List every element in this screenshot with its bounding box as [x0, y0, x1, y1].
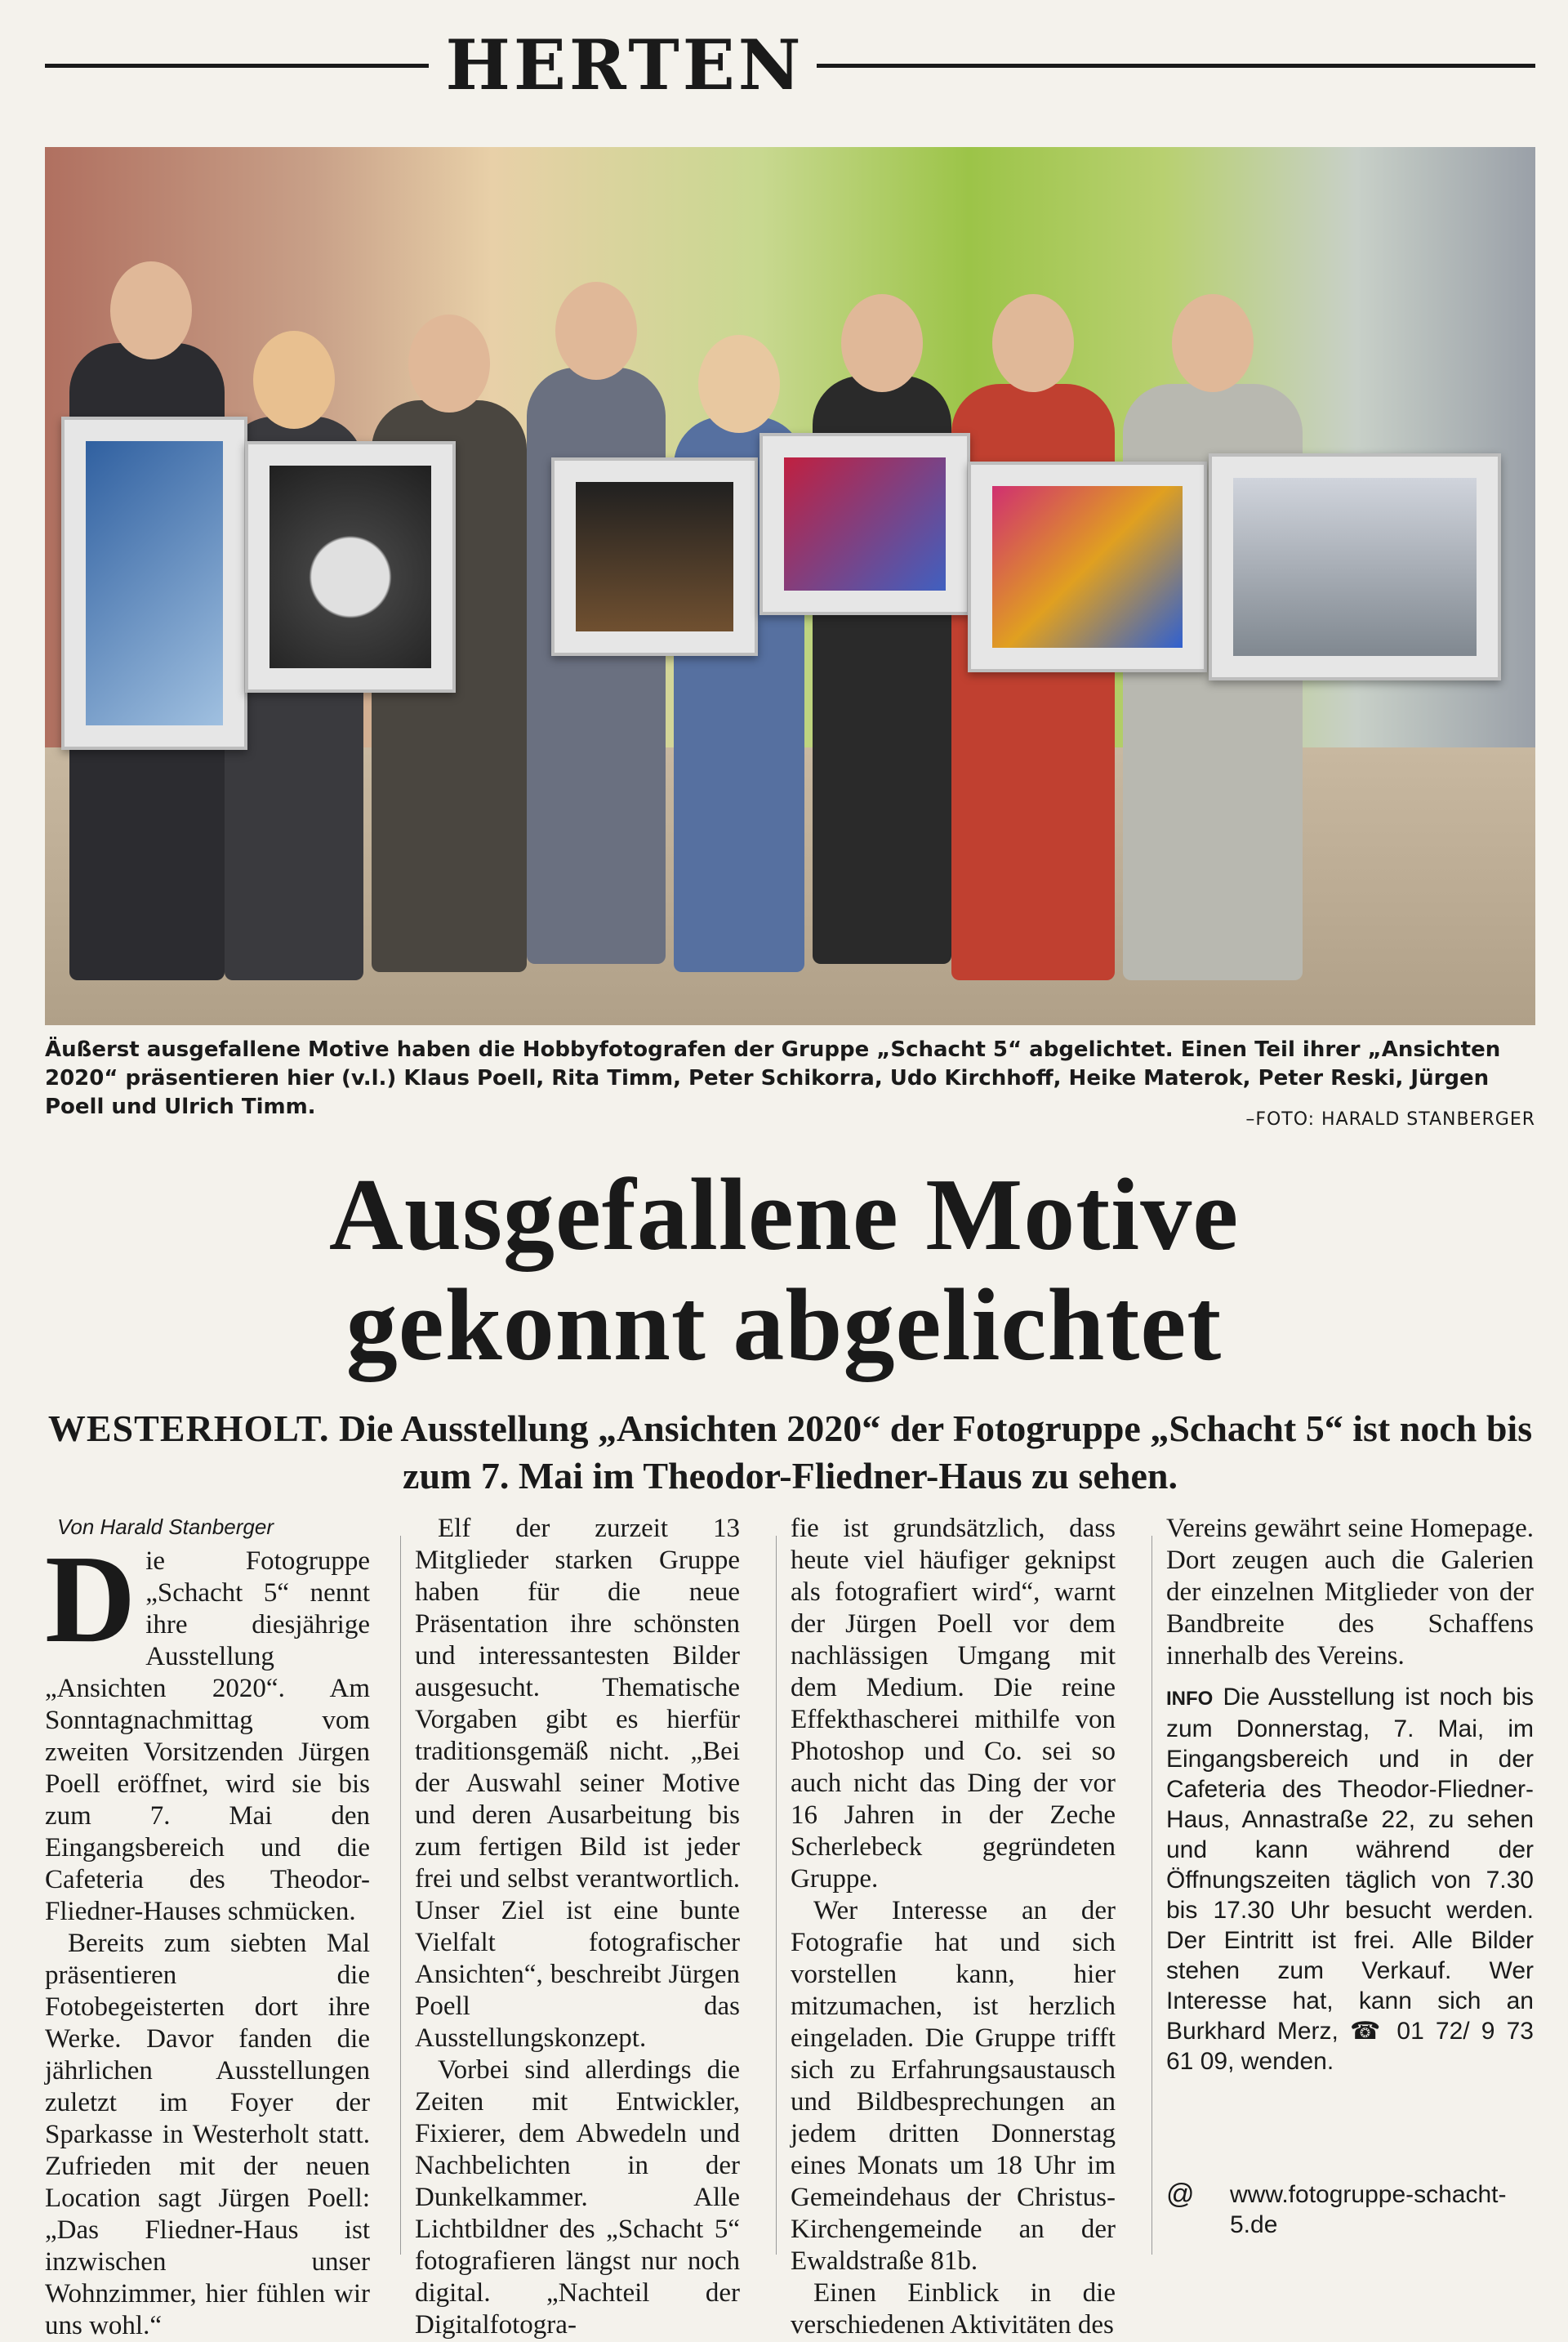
framed-photo-3	[551, 457, 758, 656]
framed-photo-2	[245, 441, 456, 693]
website-link[interactable]: www.fotogruppe-schacht-5.de	[1230, 2181, 1507, 2238]
header-rule-right	[817, 64, 1535, 68]
dateline: WESTERHOLT.	[47, 1407, 330, 1449]
article-column-2	[415, 1513, 740, 2341]
headline-line-1: Ausgefallene Motive	[328, 1158, 1240, 1272]
phone-icon: ☎	[1350, 2017, 1386, 2045]
framed-photo-1-image	[86, 441, 223, 725]
info-tag: INFO	[1166, 1688, 1214, 1710]
paragraph: Elf der zurzeit 13 Mitglieder starken Gruppe haben für die neue Präsentation ihre schönsten und interessantesten Bilder ausgesucht. Thematische Vorgaben gibt es hierfür traditionsgemäß nicht. „Bei der Auswahl seiner Motive und deren Ausarbeitung bis zum fertigen Bild ist jeder frei und selbst verantwortlich. Unser Ziel ist eine bunte Vielfalt fotografischer Ansichten“, beschreibt Jürgen Poell das Ausstellungskonzept.	[415, 1514, 740, 2053]
byline: Von Harald Stanberger	[57, 1514, 274, 1539]
person-5-head	[698, 335, 780, 433]
framed-photo-6	[1209, 453, 1501, 680]
headline	[98, 1160, 1470, 1381]
subheadline	[45, 1405, 1535, 1500]
info-text: Die Ausstellung ist noch bis zum Donnerstag, 7. Mai, im Eingangsbereich und in der Cafeteria des Theodor-Fliedner-Haus, Annastraße 22, zu sehen und kann während der Öffnungszeiten täglich von 7.30 bis 17.30 Uhr besucht werden. Der Eintritt ist frei. Alle Bilder stehen zum Verkauf. Wer Interesse hat, kann sich an Burkhard Merz,	[1166, 1684, 1535, 2045]
paragraph: Bereits zum siebten Mal präsentieren die Fotobegeisterten dort ihre Werke. Davor fanden die jährlichen Ausstellungen zuletzt im Foyer der Sparkasse in Westerholt statt. Zufrieden mit der neuen Location sagt Jürgen Poell: „Das Fliedner-Haus ist inzwischen unser Wohnzimmer, hier fühlen wir uns wohl.“	[45, 1929, 370, 2340]
person-7-head	[992, 294, 1074, 392]
framed-photo-1	[61, 417, 247, 750]
person-6-head	[841, 294, 923, 392]
person-8-head	[1172, 294, 1254, 392]
person-1-head	[110, 261, 192, 359]
framed-photo-5	[968, 462, 1207, 672]
section-title: HERTEN	[445, 25, 804, 105]
subheadline-text: Die Ausstellung „Ansichten 2020“ der Fotogruppe „Schacht 5“ ist noch bis zum 7. Mai im Theodor-Fliedner-Haus zu sehen.	[339, 1407, 1533, 1497]
paragraph: Einen Einblick in die verschiedenen Aktivitäten des	[791, 2278, 1116, 2340]
person-4-head	[555, 282, 637, 380]
drop-cap: D	[45, 1530, 136, 1669]
framed-photo-4	[760, 433, 970, 615]
photo-credit: –FOTO: HARALD STANBERGER	[1245, 1109, 1535, 1130]
section-header	[45, 25, 1535, 105]
paragraph: Vereins gewährt seine Homepage. Dort zeugen auch die Galerien der einzelnen Mitglieder von der Bandbreite des Schaffens innerhalb des Vereins.	[1166, 1514, 1534, 1671]
article-column-3	[791, 1513, 1116, 2341]
paragraph: Wer Interesse an der Fotografie hat und sich vorstellen kann, hier mitzumachen, ist herzlich eingeladen. Die Gruppe trifft sich zu Erfahrungsaustausch und Bildbesprechungen an jedem dritten Donnerstag eines Monats um 18 Uhr im Gemeindehaus der Christus-Kirchengemeinde an der Ewaldstraße 81b.	[791, 1896, 1116, 2276]
framed-photo-6-image	[1233, 478, 1477, 656]
framed-photo-4-image	[784, 457, 946, 591]
column-divider	[776, 1536, 777, 2255]
article-photo	[45, 147, 1535, 1025]
paragraph: Vorbei sind allerdings die Zeiten mit Entwickler, Fixierer, dem Abwedeln und Nachbelichten in der Dunkelkammer. Alle Lichtbildner des „Schacht 5“ fotografieren längst nur noch digital. „Nachteil der Digitalfotogra-	[415, 2055, 740, 2340]
info-box	[1166, 1682, 1534, 2077]
person-2-head	[253, 331, 335, 429]
article-column-4	[1166, 1513, 1534, 2077]
phone-number: 01 72/ 9 73 61 09	[1166, 2018, 1534, 2075]
photo-caption: Äußerst ausgefallene Motive haben die Hobbyfotografen der Gruppe „Schacht 5“ abgelichtet. Einen Teil ihrer „Ansichten 2020“ präsentieren hier (v.l.) Klaus Poell, Rita Timm, Peter Schikorra, Udo Kirchhoff, Heike Materok, Peter Reski, Jürgen Poell und Ulrich Timm.	[45, 1037, 1501, 1119]
paragraph: fie ist grundsätzlich, dass heute viel häufiger geknipst als fotografiert wird“, warnt der Jürgen Poell vor dem nachlässigen Umgang mit dem Medium. Die reine Effekthascherei mithilfe von Photoshop und Co. sei so auch nicht das Ding der vor 16 Jahren in der Zeche Scherlebeck gegründeten Gruppe.	[791, 1514, 1116, 1894]
info-end: , wenden.	[1227, 2048, 1334, 2075]
framed-photo-3-image	[576, 482, 733, 631]
at-icon: @	[1166, 2179, 1195, 2210]
person-3-head	[408, 314, 490, 413]
paragraph	[45, 1530, 370, 1928]
framed-photo-2-image	[270, 466, 431, 668]
column-divider	[400, 1536, 401, 2255]
headline-line-2: gekonnt abgelichtet	[345, 1269, 1223, 1382]
framed-photo-5-image	[992, 486, 1183, 648]
paragraph-text: ie Fotogruppe „Schacht 5“ nennt ihre diesjährige Ausstellung „Ansichten 2020“. Am Sonntagnachmittag vom zweiten Vorsitzenden Jürgen Poell eröffnet, wird sie bis zum 7. Mai den Eingangsbereich und die Cafeteria des Theodor-Fliedner-Hauses schmücken.	[45, 1546, 370, 1926]
header-rule-left	[45, 64, 429, 68]
article-column-1	[45, 1530, 370, 2342]
